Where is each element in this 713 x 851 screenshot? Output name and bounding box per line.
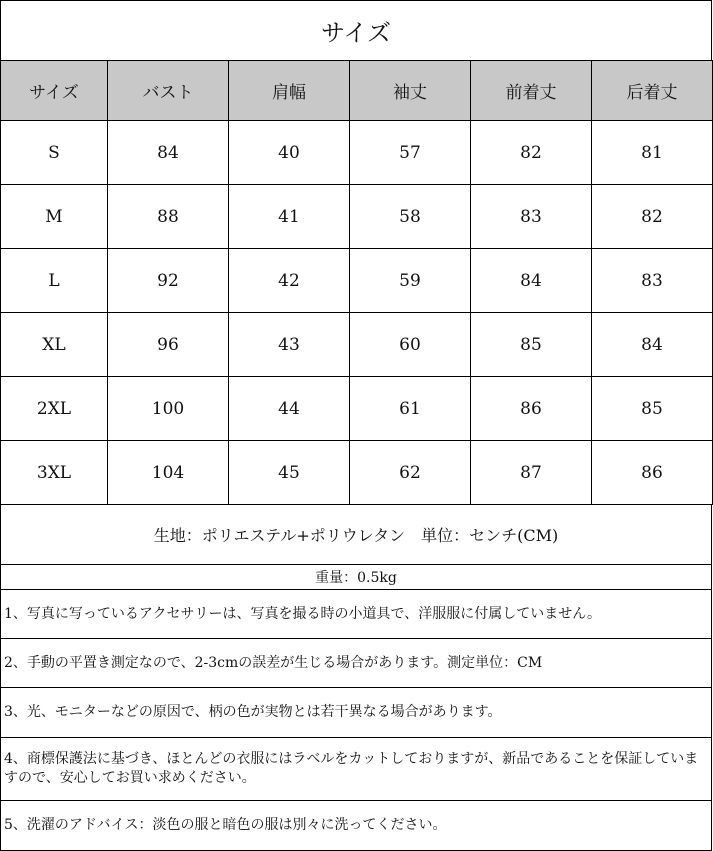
- table-row: [1, 313, 713, 377]
- table-cell: S: [1, 121, 108, 185]
- table-cell: M: [1, 185, 108, 249]
- table-cell: 61: [350, 377, 471, 441]
- table-cell: 3XL: [1, 441, 108, 505]
- table-cell: 44: [229, 377, 350, 441]
- table-cell: 86: [592, 441, 713, 505]
- table-cell: 96: [108, 313, 229, 377]
- header-front-length: 前着丈: [471, 61, 592, 121]
- note-measurement: 2、手動の平置き測定なので、2-3cmの誤差が生じる場合があります。測定単位：CM: [0, 639, 712, 688]
- header-size: サイズ: [1, 61, 108, 121]
- table-cell: 40: [229, 121, 350, 185]
- table-cell: 92: [108, 249, 229, 313]
- table-cell: 85: [592, 377, 713, 441]
- table-row: [1, 249, 713, 313]
- table-cell: 2XL: [1, 377, 108, 441]
- table-row: [1, 377, 713, 441]
- header-shoulder: 肩幅: [229, 61, 350, 121]
- size-chart-title: サイズ: [0, 0, 712, 61]
- table-cell: 82: [592, 185, 713, 249]
- table-cell: 42: [229, 249, 350, 313]
- header-sleeve: 袖丈: [350, 61, 471, 121]
- table-cell: 60: [350, 313, 471, 377]
- table-cell: XL: [1, 313, 108, 377]
- table-cell: 86: [471, 377, 592, 441]
- table-cell: 84: [471, 249, 592, 313]
- note-color: 3、光、モニターなどの原因で、柄の色が実物とは若干異なる場合があります。: [0, 688, 712, 738]
- table-cell: 88: [108, 185, 229, 249]
- weight-line: 重量：0.5kg: [0, 565, 712, 590]
- note-washing: 5、洗濯のアドバイス：淡色の服と暗色の服は別々に洗ってください。: [0, 801, 712, 851]
- table-cell: L: [1, 249, 108, 313]
- table-cell: 81: [592, 121, 713, 185]
- table-cell: 58: [350, 185, 471, 249]
- table-cell: 57: [350, 121, 471, 185]
- table-row: [1, 121, 713, 185]
- size-table: [0, 60, 713, 505]
- table-cell: 43: [229, 313, 350, 377]
- table-cell: 62: [350, 441, 471, 505]
- note-label: 4、商標保護法に基づき、ほとんどの衣服にはラベルをカットしておりますが、新品であることを保証していますので、安心してお買い求めください。: [0, 738, 712, 801]
- table-cell: 41: [229, 185, 350, 249]
- table-cell: 83: [592, 249, 713, 313]
- table-cell: 83: [471, 185, 592, 249]
- table-header-row: [1, 61, 713, 121]
- table-cell: 100: [108, 377, 229, 441]
- table-cell: 82: [471, 121, 592, 185]
- table-cell: 84: [592, 313, 713, 377]
- header-bust: バスト: [108, 61, 229, 121]
- table-cell: 45: [229, 441, 350, 505]
- table-cell: 87: [471, 441, 592, 505]
- table-cell: 104: [108, 441, 229, 505]
- table-row: [1, 185, 713, 249]
- table-cell: 84: [108, 121, 229, 185]
- table-cell: 85: [471, 313, 592, 377]
- table-cell: 59: [350, 249, 471, 313]
- table-row: [1, 441, 713, 505]
- header-back-length: 后着丈: [592, 61, 713, 121]
- note-accessories: 1、写真に写っているアクセサリーは、写真を撮る時の小道具で、洋服服に付属していません。: [0, 590, 712, 639]
- material-unit-line: 生地：ポリエステル+ポリウレタン 単位：センチ(CM): [0, 505, 712, 565]
